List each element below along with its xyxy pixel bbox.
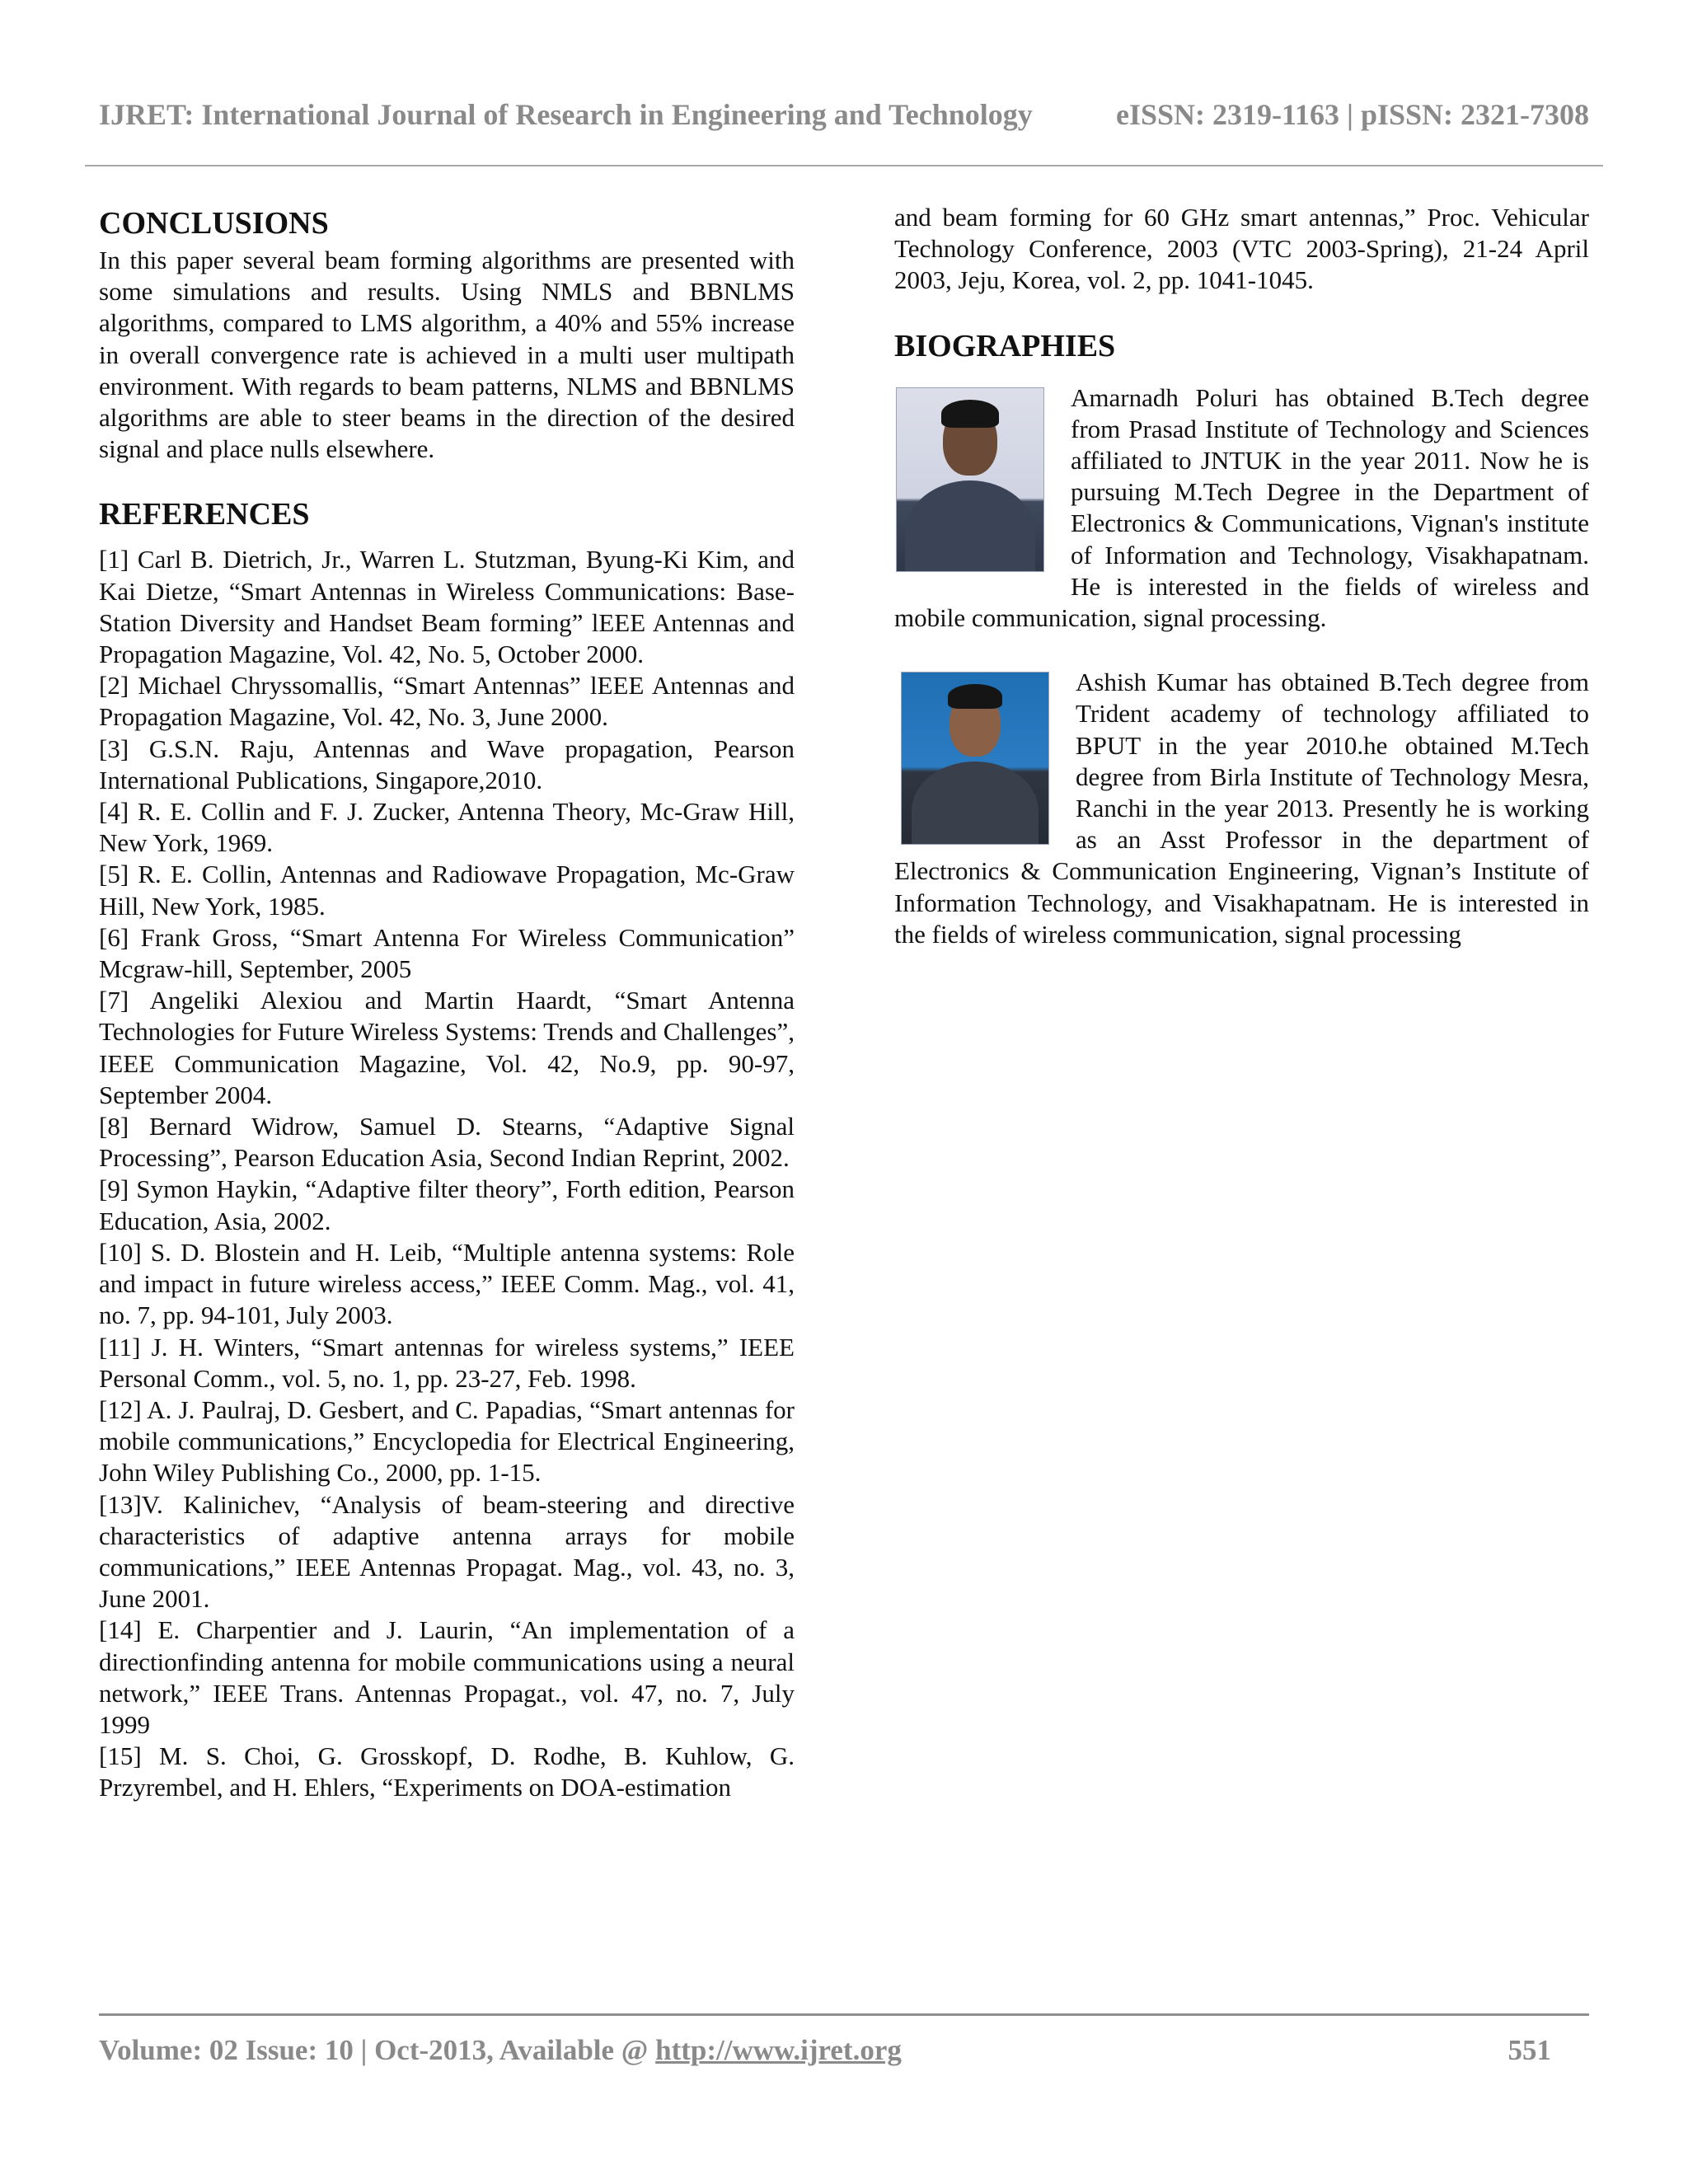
- reference-item: [3] G.S.N. Raju, Antennas and Wave propagation, Pearson International Publications, Singapore,2010.: [99, 733, 795, 794]
- reference-item: [14] E. Charpentier and J. Laurin, “An implementation of a directionfinding antenna for mobile communications using a neural network,” IEEE Trans. Antennas Propagat., vol. 47, no. 7, July 1999: [99, 1615, 795, 1739]
- journal-link[interactable]: http://www.ijret.org: [655, 2034, 902, 2066]
- reference-continuation: and beam forming for 60 GHz smart antennas,” Proc. Vehicular Technology Conference, 2003 (VTC 2003-Spring), 21-24 April 2003, Jeju, Korea, vol. 2, pp. 1041-1045.: [894, 203, 1589, 295]
- conclusions-heading: CONCLUSIONS: [99, 206, 329, 241]
- author-photo-1: [896, 387, 1044, 572]
- running-header: [99, 97, 1589, 132]
- reference-item: [15] M. S. Choi, G. Grosskopf, D. Rodhe, B. Kuhlow, G. Przyrembel, and H. Ehlers, “Experiments on DOA-estimation: [99, 1741, 795, 1802]
- footer-divider: [99, 2013, 1589, 2016]
- page-number: 551: [1507, 2034, 1551, 2066]
- reference-item: [1] Carl B. Dietrich, Jr., Warren L. Stutzman, Byung-Ki Kim, and Kai Dietze, “Smart Antennas in Wireless Communications: Base- Station Diversity and Handset Beam forming” lEEE Antennas and Propagation Magazine, Vol. 42, No. 5, October 2000.: [99, 545, 795, 669]
- biography-1: [894, 382, 1589, 635]
- header-divider: [85, 165, 1603, 166]
- biographies-heading: BIOGRAPHIES: [894, 328, 1116, 363]
- reference-item: [11] J. H. Winters, “Smart antennas for wireless systems,” IEEE Personal Comm., vol. 5, no. 1, pp. 23-27, Feb. 1998.: [99, 1332, 795, 1393]
- reference-item: [10] S. D. Blostein and H. Leib, “Multiple antenna systems: Role and impact in future wireless access,” IEEE Comm. Mag., vol. 41, no. 7, pp. 94-101, July 2003.: [99, 1237, 795, 1330]
- journal-title: IJRET: International Journal of Research in Engineering and Technology: [99, 98, 1033, 131]
- page-footer: [99, 2034, 1551, 2067]
- reference-item: [13]V. Kalinichev, “Analysis of beam-steering and directive characteristics of adaptive antenna arrays for mobile communications,” IEEE Antennas Propagat. Mag., vol. 43, no. 3, June 2001.: [99, 1489, 795, 1614]
- left-column: [99, 202, 795, 1804]
- reference-item: [8] Bernard Widrow, Samuel D. Stearns, “Adaptive Signal Processing”, Pearson Education Asia, Second Indian Reprint, 2002.: [99, 1112, 795, 1173]
- footer-volume-text: Volume: 02 Issue: 10 | Oct-2013, Available @: [99, 2034, 656, 2066]
- reference-item: [2] Michael Chryssomallis, “Smart Antennas” lEEE Antennas and Propagation Magazine, Vol. 42, No. 3, June 2000.: [99, 671, 795, 732]
- right-column: [894, 202, 1589, 950]
- reference-item: [12] A. J. Paulraj, D. Gesbert, and C. Papadias, “Smart antennas for mobile communications,” Encyclopedia for Electrical Engineering, John Wiley Publishing Co., 2000, pp. 1-15.: [99, 1394, 795, 1488]
- reference-item: [7] Angeliki Alexiou and Martin Haardt, “Smart Antenna Technologies for Future Wireless Systems: Trends and Challenges”, IEEE Communication Magazine, Vol. 42, No.9, pp. 90-97, September 2004.: [99, 986, 795, 1109]
- conclusions-text: In this paper several beam forming algorithms are presented with some simulations and results. Using NMLS and BBNLMS algorithms, compared to LMS algorithm, a 40% and 55% increase in overall convergence rate is achieved in a multi user multipath environment. With regards to beam patterns, NLMS and BBNLMS algorithms are able to steer beams in the direction of the desired signal and place nulls elsewhere.: [99, 246, 795, 464]
- reference-item: [4] R. E. Collin and F. J. Zucker, Antenna Theory, Mc-Graw Hill, New York, 1969.: [99, 797, 795, 858]
- reference-item: [5] R. E. Collin, Antennas and Radiowave Propagation, Mc-Graw Hill, New York, 1985.: [99, 860, 795, 921]
- footer-volume: [99, 2034, 902, 2067]
- reference-list: [99, 544, 795, 1803]
- biography-2: [894, 667, 1589, 950]
- reference-item: [9] Symon Haykin, “Adaptive filter theory”, Forth edition, Pearson Education, Asia, 2002.: [99, 1174, 795, 1235]
- biography-2-text: Ashish Kumar has obtained B.Tech degree from Trident academy of technology affiliated to BPUT in the year 2010.he obtained M.Tech degree from Birla Institute of Technology Mesra, Ranchi in the year 2013. Presently he is working as an Asst Professor in the department of Electronics & Communication Engineering, Vignan’s Institute of Information Technology, and Visakhapatnam. He is interested in the fields of wireless communication, signal processing: [894, 668, 1589, 949]
- author-photo-2: [901, 672, 1049, 845]
- issn-info: eISSN: 2319-1163 | pISSN: 2321-7308: [1116, 98, 1589, 131]
- references-heading: REFERENCES: [99, 497, 310, 532]
- reference-item: [6] Frank Gross, “Smart Antenna For Wireless Communication” Mcgraw-hill, September, 2005: [99, 922, 795, 984]
- biography-1-text: Amarnadh Poluri has obtained B.Tech degree from Prasad Institute of Technology and Sciences affiliated to JNTUK in the year 2011. Now he is pursuing M.Tech Degree in the Department of Electronics & Communications, Vignan's institute of Information and Technology, Visakhapatnam. He is interested in the fields of wireless and mobile communication, signal processing.: [894, 382, 1589, 633]
